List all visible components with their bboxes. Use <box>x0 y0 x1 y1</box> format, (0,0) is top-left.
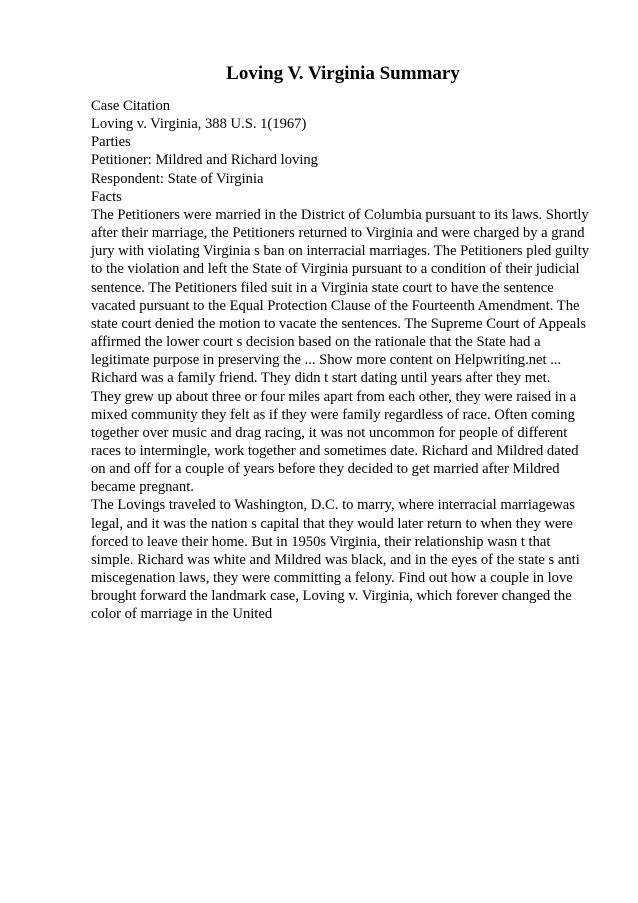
respondent-text: Respondent: State of Virginia <box>91 170 264 187</box>
body-line: legitimate purpose in preserving the ... Show more content on Helpwriting.net ... <box>91 352 562 369</box>
body-line: on and off for a couple of years before they decided to get married after Mildred <box>91 461 560 478</box>
body-line: simple. Richard was white and Mildred was black, and in the eyes of the state s anti <box>91 551 580 568</box>
body-line: affirmed the lower court s decision based on the rationale that the State had a <box>91 334 541 351</box>
document-body <box>91 97 601 624</box>
body-line: vacated pursuant to the Equal Protection Clause of the Fourteenth Amendment. The <box>91 297 580 314</box>
body-line: brought forward the landmark case, Loving v. Virginia, which forever changed the <box>91 588 572 605</box>
body-line: The Lovings traveled to Washington, D.C. to marry, where interracial marriagewas <box>91 497 575 514</box>
body-line: sentence. The Petitioners filed suit in a Virginia state court to have the sentence <box>91 279 554 296</box>
body-line: color of marriage in the United <box>91 606 273 623</box>
body-line: miscegenation laws, they were committing a felony. Find out how a couple in love <box>91 570 573 587</box>
body-line: after their marriage, the Petitioners returned to Virginia and were charged by a grand <box>91 225 585 242</box>
body-line: They grew up about three or four miles apart from each other, they were raised in a <box>91 388 577 405</box>
body-line: together over music and drag racing, it was not uncommon for people of different <box>91 424 568 441</box>
body-line: races to intermingle, work together and sometimes date. Richard and Mildred dated <box>91 442 579 459</box>
body-line: jury with violating Virginia s ban on interracial marriages. The Petitioners pled guilty <box>91 243 590 260</box>
body-line: The Petitioners were married in the District of Columbia pursuant to its laws. Shortly <box>91 206 589 223</box>
body-line: mixed community they felt as if they were family regardless of race. Often coming <box>91 406 575 423</box>
section-heading-case-citation: Case Citation <box>91 98 171 114</box>
body-line: Richard was a family friend. They didn t start dating until years after they met. <box>91 370 551 387</box>
body-line: became pregnant. <box>91 479 194 496</box>
body-line: forced to leave their home. But in 1950s Virginia, their relationship wasn t that <box>91 533 551 550</box>
body-line: state court denied the motion to vacate the sentences. The Supreme Court of Appeals <box>91 315 586 332</box>
body-line: legal, and it was the nation s capital that they would later return to when they were <box>91 515 573 532</box>
section-heading-facts: Facts <box>91 188 122 205</box>
section-heading-parties: Parties <box>91 134 131 151</box>
petitioner-text: Petitioner: Mildred and Richard loving <box>91 152 318 169</box>
body-line: to the violation and left the State of Virginia pursuant to a condition of their judicial <box>91 261 580 278</box>
case-citation-text: Loving v. Virginia, 388 U.S. 1(1967) <box>91 116 307 133</box>
document-title: Loving V. Virginia Summary <box>226 63 460 84</box>
